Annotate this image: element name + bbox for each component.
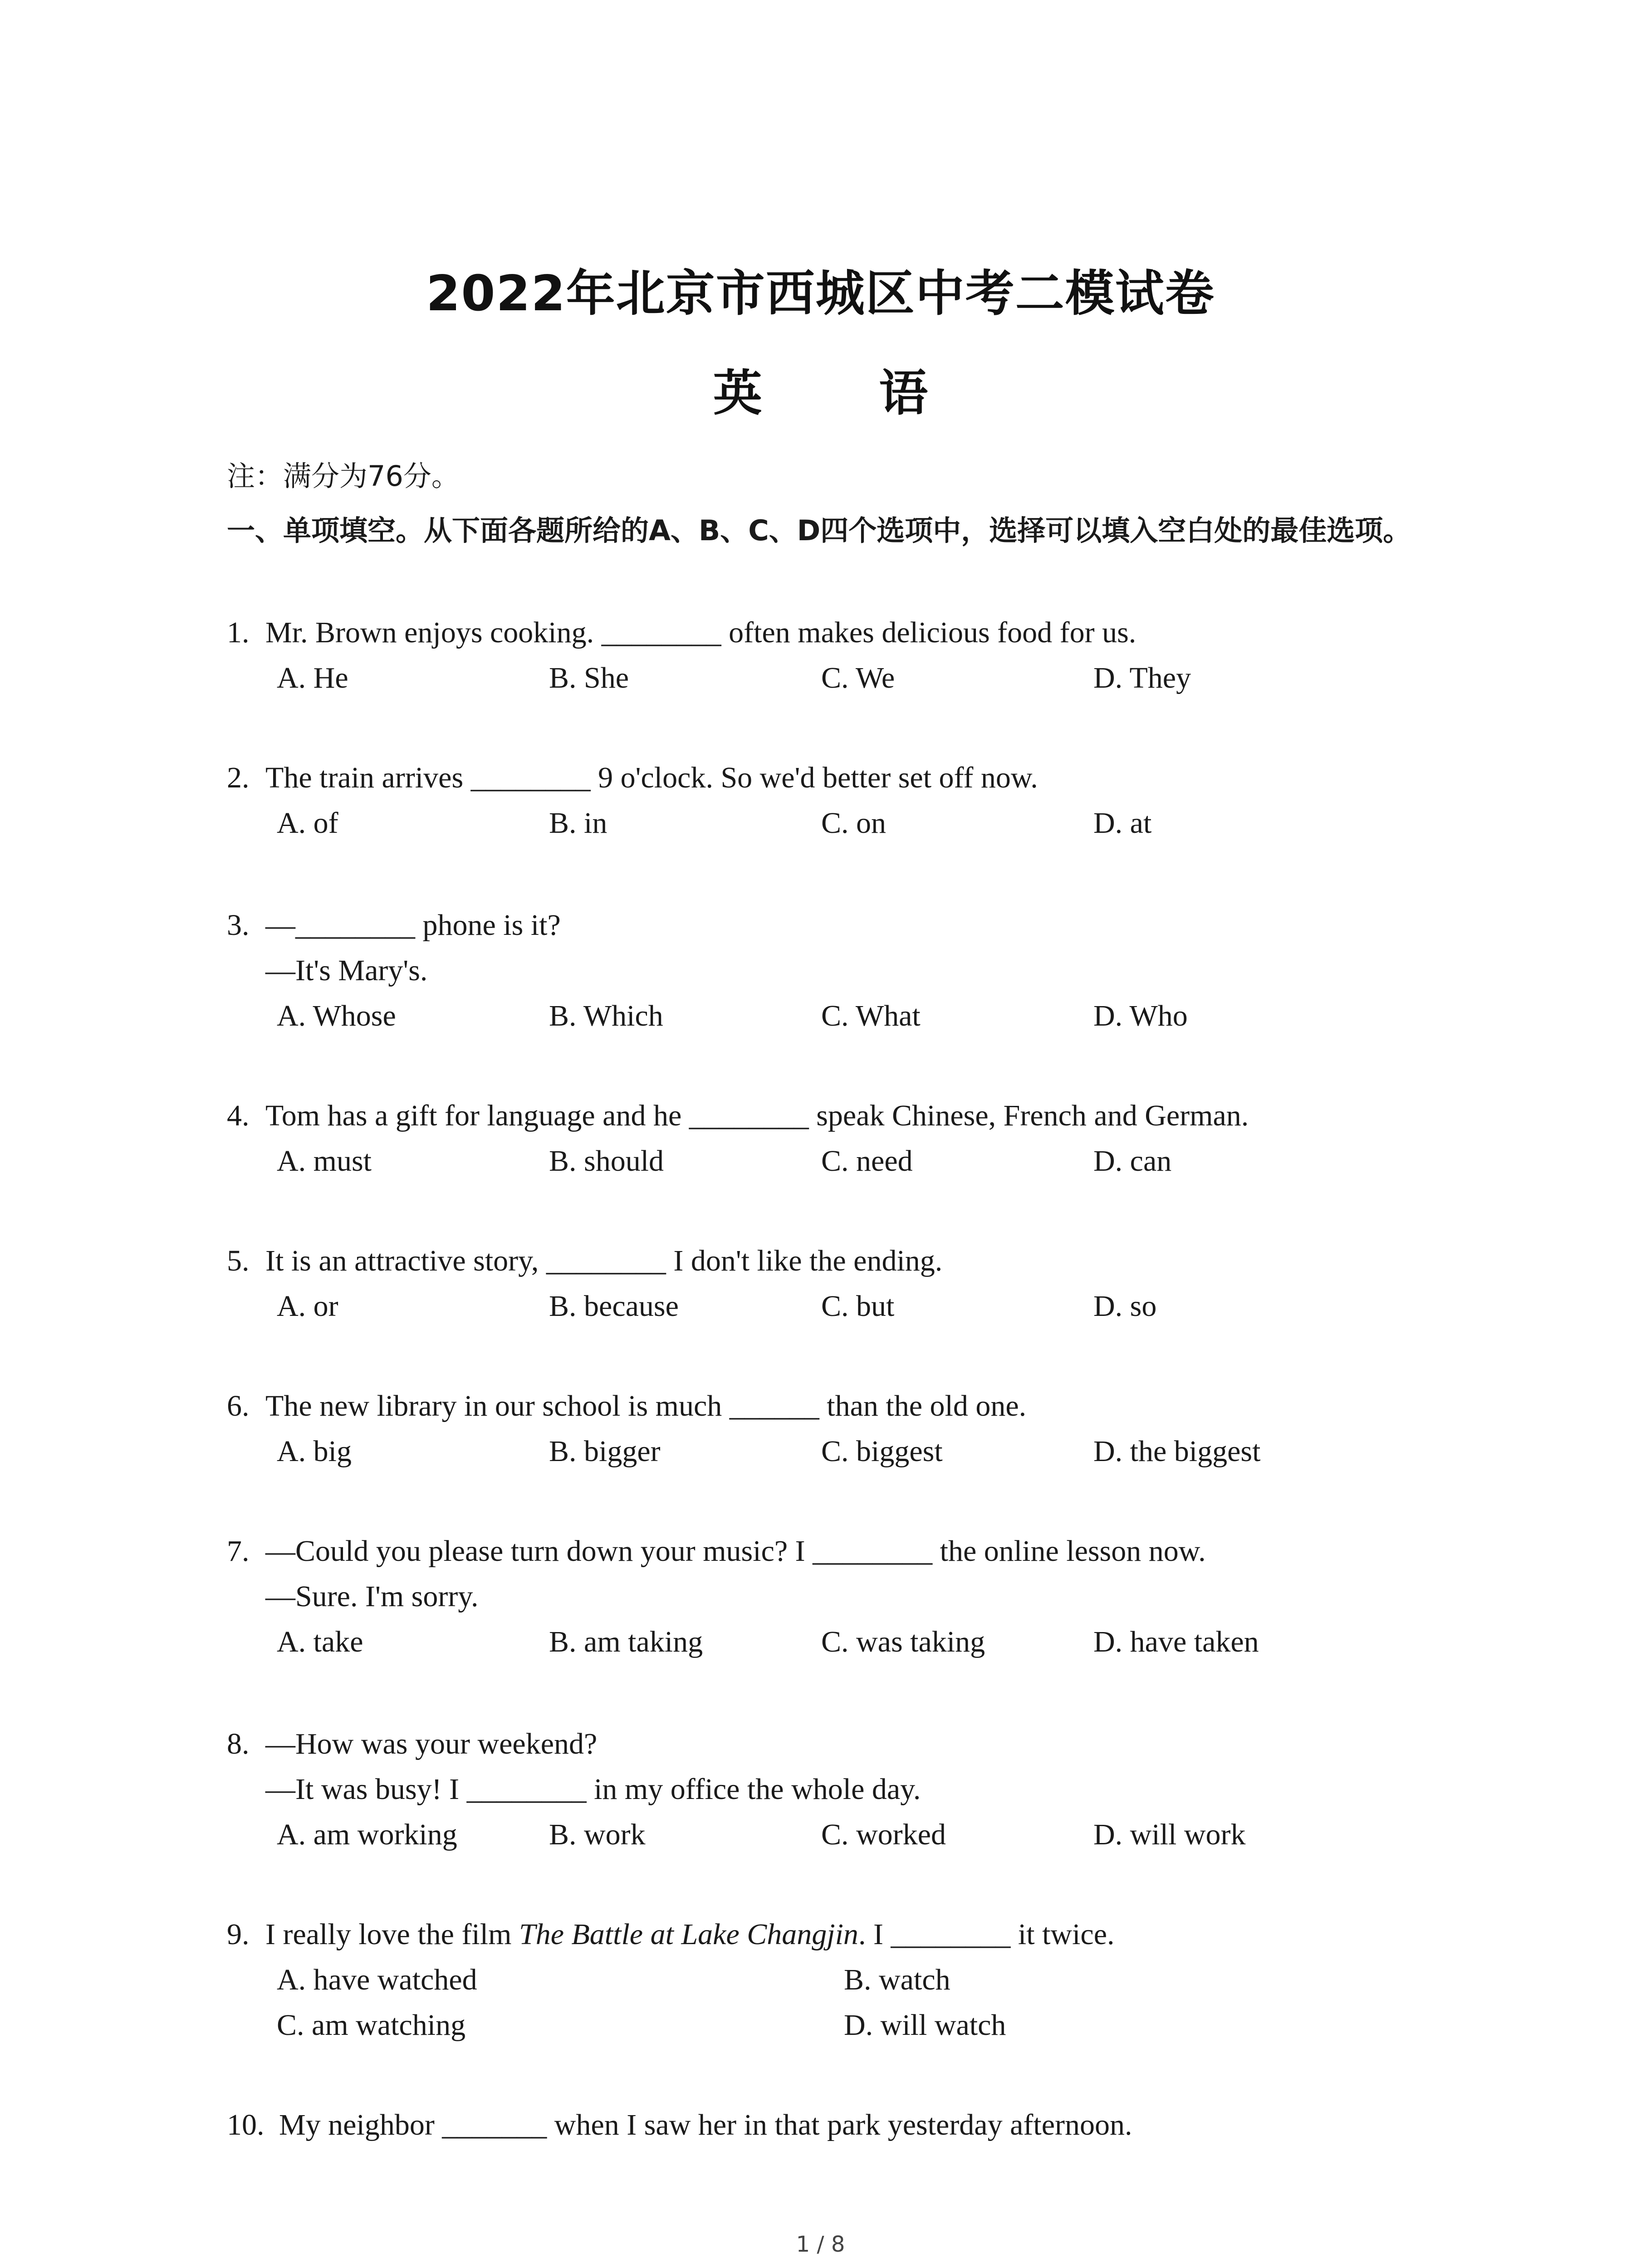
question-6 xyxy=(227,1383,1497,1474)
option-b: B. because xyxy=(549,1290,679,1323)
option-d: D. at xyxy=(1093,807,1152,840)
option-b: B. in xyxy=(549,807,607,840)
question-stem: Mr. Brown enjoys cooking. ________ often makes delicious food for us. xyxy=(265,616,1136,649)
option-c: C. on xyxy=(821,807,887,840)
option-a: A. or xyxy=(277,1290,338,1323)
stem-part-1: I really love the film xyxy=(265,1918,519,1951)
option-a: A. He xyxy=(277,661,348,694)
option-d: D. have taken xyxy=(1093,1625,1259,1658)
option-c: C. am watching xyxy=(277,2009,466,2042)
option-c: C. was taking xyxy=(821,1625,985,1658)
question-stem xyxy=(265,1912,1115,1957)
question-2 xyxy=(227,755,1497,846)
question-number: 1. xyxy=(227,616,250,649)
question-number: 4. xyxy=(227,1099,250,1132)
option-a: A. Whose xyxy=(277,999,396,1032)
question-number: 7. xyxy=(227,1535,250,1568)
score-note: 注：满分为76分。 xyxy=(227,459,460,493)
option-d: D. will watch xyxy=(844,2009,1006,2042)
option-d: D. so xyxy=(1093,1290,1157,1323)
option-c: C. need xyxy=(821,1144,913,1178)
question-number: 2. xyxy=(227,761,250,794)
option-b: B. bigger xyxy=(549,1435,661,1468)
question-9 xyxy=(227,1912,1497,2048)
option-d: D. Who xyxy=(1093,999,1188,1032)
question-8 xyxy=(227,1721,1497,1857)
option-d: D. They xyxy=(1093,661,1191,694)
stem-part-2: . I ________ it twice. xyxy=(858,1918,1115,1951)
option-c: C. biggest xyxy=(821,1435,943,1468)
question-3 xyxy=(227,903,1497,1039)
option-b: B. work xyxy=(549,1818,646,1851)
option-a: A. of xyxy=(277,807,338,840)
question-stem-line-2: —Sure. I'm sorry. xyxy=(265,1580,479,1613)
question-number: 10. xyxy=(227,2108,265,2141)
question-stem: Tom has a gift for language and he ________ speak Chinese, French and German. xyxy=(265,1099,1249,1132)
option-a: A. take xyxy=(277,1625,363,1658)
subject-title: 英 语 xyxy=(713,365,978,422)
option-a: A. big xyxy=(277,1435,352,1468)
option-c: C. but xyxy=(821,1290,895,1323)
question-number: 6. xyxy=(227,1389,250,1422)
question-stem: —________ phone is it? xyxy=(265,909,561,942)
question-stem: —Could you please turn down your music? I ________ the online lesson now. xyxy=(265,1535,1206,1568)
option-d: D. will work xyxy=(1093,1818,1246,1851)
question-5 xyxy=(227,1238,1497,1329)
question-7 xyxy=(227,1529,1497,1665)
question-4 xyxy=(227,1093,1497,1184)
option-d: D. the biggest xyxy=(1093,1435,1261,1468)
page-number: 1 / 8 xyxy=(796,2232,845,2257)
question-stem: —How was your weekend? xyxy=(265,1727,598,1760)
option-b: B. watch xyxy=(844,1963,950,1996)
question-stem: The new library in our school is much ______ than the old one. xyxy=(265,1389,1027,1422)
question-stem: It is an attractive story, ________ I don't like the ending. xyxy=(265,1244,943,1277)
option-b: B. am taking xyxy=(549,1625,703,1658)
question-number: 5. xyxy=(227,1244,250,1277)
question-number: 9. xyxy=(227,1918,250,1951)
exam-title: 2022年北京市西城区中考二模试卷 xyxy=(426,265,1215,322)
option-a: A. have watched xyxy=(277,1963,477,1996)
question-number: 8. xyxy=(227,1727,250,1760)
option-a: A. am working xyxy=(277,1818,457,1851)
option-d: D. can xyxy=(1093,1144,1172,1178)
option-c: C. What xyxy=(821,999,921,1032)
option-c: C. We xyxy=(821,661,895,694)
film-title: The Battle at Lake Changjin xyxy=(519,1918,858,1951)
section-heading: 一、单项填空。从下面各题所给的A、B、C、D四个选项中，选择可以填入空白处的最佳选项。 xyxy=(227,514,1411,547)
question-10 xyxy=(227,2102,1497,2148)
question-stem-line-2: —It was busy! I ________ in my office the whole day. xyxy=(265,1773,921,1806)
question-1 xyxy=(227,610,1497,701)
question-stem: The train arrives ________ 9 o'clock. So we'd better set off now. xyxy=(265,761,1038,794)
option-a: A. must xyxy=(277,1144,372,1178)
question-stem: My neighbor _______ when I saw her in that park yesterday afternoon. xyxy=(279,2108,1132,2141)
question-stem-line-2: —It's Mary's. xyxy=(265,954,428,987)
option-b: B. should xyxy=(549,1144,664,1178)
question-number: 3. xyxy=(227,909,250,942)
option-b: B. Which xyxy=(549,999,663,1032)
option-b: B. She xyxy=(549,661,629,694)
option-c: C. worked xyxy=(821,1818,946,1851)
